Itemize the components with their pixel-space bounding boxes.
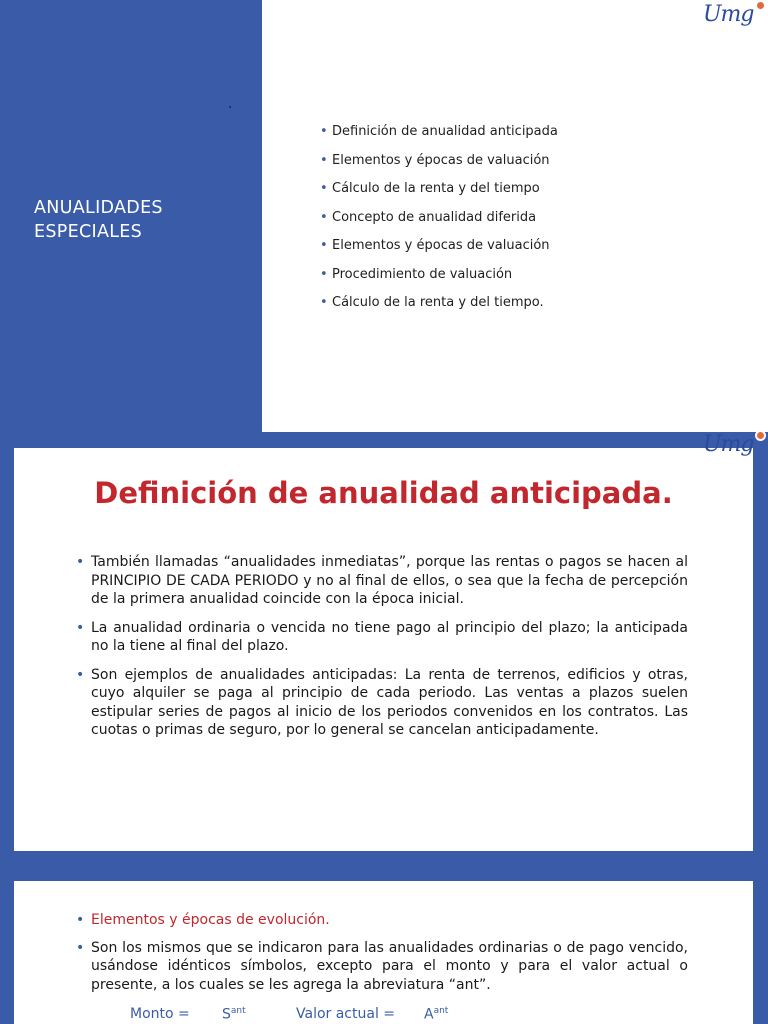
slide-elements <box>0 867 768 1024</box>
topic-item <box>320 267 558 296</box>
logo-mark-icon <box>755 0 766 11</box>
valor-actual-label: Valor actual = <box>296 1006 396 1022</box>
title-panel <box>0 0 262 432</box>
topic-label: Cálculo de la renta y del tiempo. <box>332 295 544 310</box>
paragraph-item <box>76 939 688 995</box>
valor-actual-symbol: A <box>424 1006 434 1023</box>
logo-text: Umg <box>703 432 754 457</box>
valor-actual-formula <box>424 1006 448 1023</box>
logo-mark-icon <box>755 430 766 441</box>
topic-label: Procedimiento de valuación <box>332 266 513 282</box>
topic-item <box>320 153 558 182</box>
topic-label: Cálculo de la renta y del tiempo <box>332 181 540 196</box>
stray-dot: . <box>228 96 233 112</box>
paragraph-text: Son los mismos que se indicaron para las anualidades ordinarias o de pago vencido, usándose idénticos símbolos, excepto para el monto y para el valor actual o presente, a los cuales se les agrega la abreviatura “ant”. <box>91 939 688 993</box>
paragraph-list <box>76 553 688 750</box>
umg-logo <box>703 432 754 457</box>
topic-label: Concepto de anualidad diferida <box>332 209 537 225</box>
topic-list <box>320 124 558 324</box>
valor-actual-superscript: ant <box>433 1006 449 1016</box>
paragraph-text: También llamadas “anualidades inmediatas”, porque las rentas o pagos se hacen al PRINCIPIO DE CADA PERIODO y no al final de ellos, o sea que la fecha de percepción de la primera anualidad coincide con la época inicial. <box>91 554 688 607</box>
paragraph-item <box>76 666 688 740</box>
slide-heading: Definición de anualidad anticipada. <box>94 476 673 510</box>
bullet-icon: • <box>320 238 328 253</box>
item-list <box>76 911 688 1003</box>
topic-item <box>320 238 558 267</box>
topic-label: Definición de anualidad anticipada <box>332 124 558 139</box>
paragraph-item <box>76 619 688 656</box>
slide-title <box>0 0 768 432</box>
bullet-icon: • <box>320 209 328 225</box>
monto-formula <box>222 1006 246 1023</box>
section-heading-item <box>76 911 688 930</box>
topic-item <box>320 181 558 210</box>
slide-card <box>14 881 753 1024</box>
umg-logo <box>703 2 754 27</box>
paragraph-text: La anualidad ordinaria o vencida no tiene pago al principio del plazo; la anticipada no la tiene al final del plazo. <box>91 619 688 654</box>
monto-symbol: S <box>222 1006 231 1023</box>
bullet-icon: • <box>320 266 328 282</box>
bullet-icon: • <box>76 939 85 956</box>
slide-definition <box>0 432 768 867</box>
slide-title-text: ANUALIDADES ESPECIALES <box>34 198 163 242</box>
bullet-icon: • <box>320 295 328 310</box>
slide-card <box>14 448 753 851</box>
bullet-icon: • <box>320 152 328 168</box>
paragraph-text: Son ejemplos de anualidades anticipadas: La renta de terrenos, edificios y otras, cuyo alquiler se paga al principio de cada periodo. Las ventas a plazos suelen estipular series de pagos al inicio de los periodos convenidos en los contratos. Las cuotas o primas de seguro, por lo general se cancelan anticipadamente. <box>91 666 688 738</box>
logo-text: Umg <box>703 2 754 27</box>
topic-label: Elementos y épocas de valuación <box>332 238 550 253</box>
topic-item <box>320 210 558 239</box>
paragraph-item <box>76 553 688 609</box>
bullet-icon: • <box>320 124 328 139</box>
section-heading-text: Elementos y épocas de evolución. <box>91 912 330 928</box>
topic-label: Elementos y épocas de valuación <box>332 152 550 168</box>
monto-label: Monto = <box>130 1006 190 1022</box>
monto-superscript: ant <box>230 1006 246 1016</box>
bullet-icon: • <box>76 912 85 928</box>
bullet-icon: • <box>76 554 85 570</box>
bullet-icon: • <box>320 181 328 196</box>
topic-item <box>320 295 558 324</box>
bullet-icon: • <box>76 619 85 636</box>
bullet-icon: • <box>76 666 85 683</box>
topic-item <box>320 124 558 153</box>
